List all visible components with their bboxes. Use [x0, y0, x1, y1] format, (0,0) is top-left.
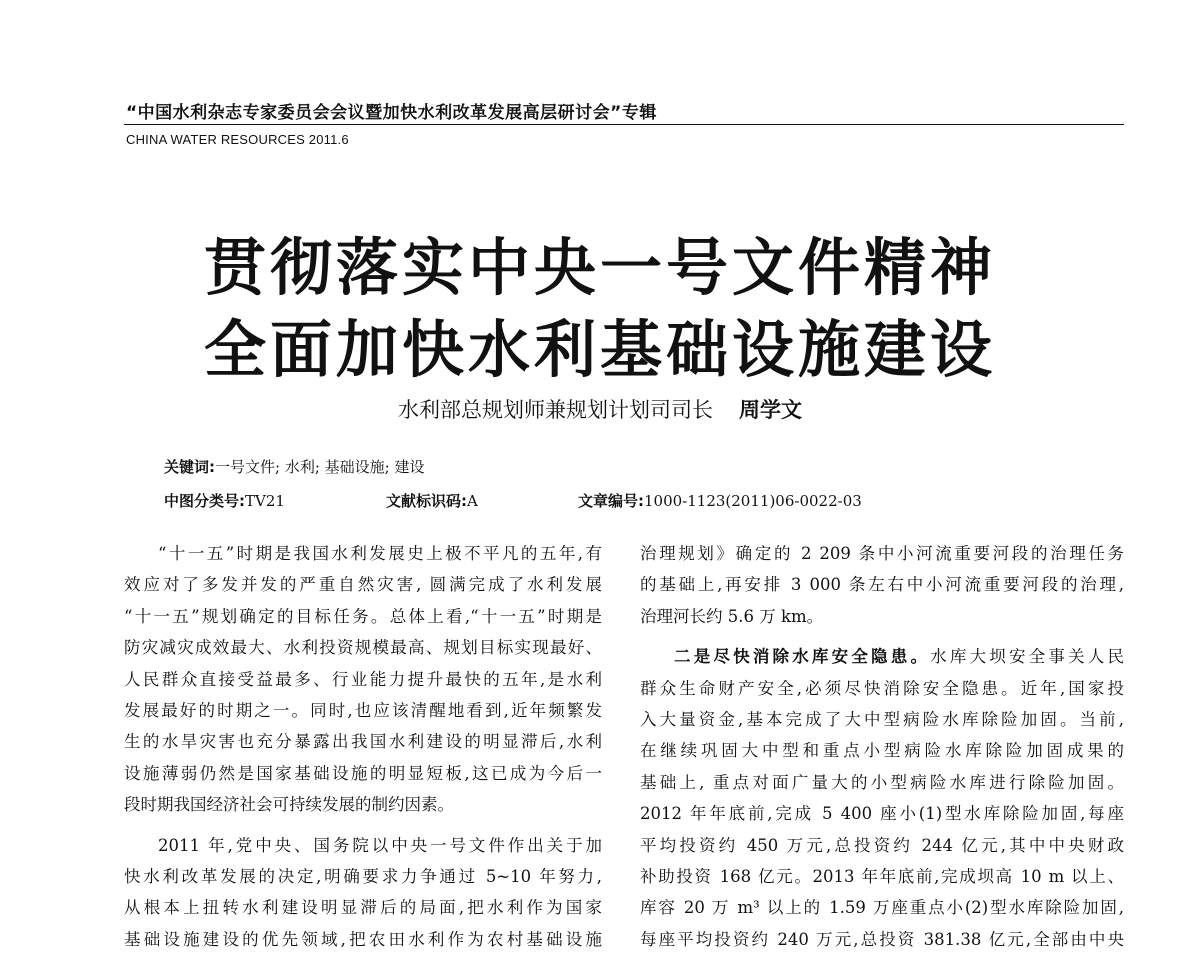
body-line: 每座平均投资约 240 万元,总投资 381.38 亿元,全部由中央	[640, 929, 1124, 949]
paragraph-lead-rest: 水库大坝安全事关人民	[930, 647, 1125, 667]
body-line: 的基础上,再安排 3 000 条左右中小河流重要河段的治理,	[640, 575, 1124, 595]
author-position: 水利部总规划师兼规划计划司司长	[398, 398, 713, 422]
body-line: 段时期我国经济社会可持续发展的制约因素。	[124, 795, 454, 815]
article-title-line-1: 贯彻落实中央一号文件精神	[203, 231, 996, 304]
body-line: “十一五”时期是我国水利发展史上极不平凡的五年,有	[158, 544, 602, 563]
body-line: 基础上, 重点对面广量大的小型病险水库进行除险加固。	[640, 772, 1124, 792]
document-code	[386, 490, 478, 511]
body-line: 群众生命财产安全,必须尽快消除安全隐患。近年,国家投	[640, 678, 1124, 698]
body-line: 治理规划》确定的 2 209 条中小河流重要河段的治理任务	[640, 544, 1124, 563]
body-column-right	[640, 538, 1124, 955]
body-line: 快水利改革发展的决定,明确要求力争通过 5~10 年努力,	[124, 866, 602, 886]
body-line: 平均投资约 450 万元,总投资约 244 亿元,其中中央财政	[640, 835, 1124, 855]
body-line: 防灾减灾成效最大、水利投资规模最高、规划目标实现最好、	[124, 638, 602, 658]
body-line: 从根本上扭转水利建设明显滞后的局面,把水利作为国家	[124, 898, 602, 918]
body-line: 2011 年,党中央、国务院以中央一号文件作出关于加	[158, 835, 602, 855]
clc-number	[164, 490, 285, 511]
body-line: 生的水旱灾害也充分暴露出我国水利建设的明显滞后,水利	[124, 732, 602, 752]
paragraph-lead: 二是尽快消除水库安全隐患。	[674, 647, 931, 667]
body-line: 人民群众直接受益最多、行业能力提升最快的五年,是水利	[124, 669, 602, 689]
author-line	[0, 394, 1200, 424]
body-line	[640, 641, 1124, 672]
body-line: 2012 年年底前,完成 5 400 座小(1)型水库除险加固,每座	[640, 804, 1124, 824]
body-line: 效应对了多发并发的严重自然灾害, 圆满完成了水利发展	[124, 575, 602, 595]
clc-value: TV21	[245, 492, 285, 510]
issue-title: “中国水利杂志专家委员会会议暨加快水利改革发展高层研讨会”专辑	[126, 103, 657, 123]
keywords	[164, 456, 424, 477]
article-number	[578, 490, 862, 511]
body-line: 发展最好的时期之一。同时,也应该清醒地看到,近年频繁发	[124, 700, 602, 720]
keywords-label: 关键词:	[164, 458, 215, 476]
body-column-left	[124, 538, 602, 955]
article-no-label: 文章编号:	[578, 492, 644, 510]
body-line: 基础设施建设的优先领域,把农田水利作为农村基础设施	[124, 929, 602, 949]
doc-code-label: 文献标识码:	[386, 492, 467, 510]
body-line: “十一五”规划确定的目标任务。总体上看,“十一五”时期是	[124, 606, 602, 626]
body-line: 入大量资金,基本完成了大中型病险水库除险加固。当前,	[640, 709, 1124, 729]
clc-label: 中图分类号:	[164, 492, 245, 510]
body-line: 补助投资 168 亿元。2013 年年底前,完成坝高 10 m 以上、	[640, 866, 1124, 886]
body-line: 库容 20 万 m³ 以上的 1.59 万座重点小(2)型水库除险加固,	[640, 898, 1124, 918]
author-name: 周学文	[739, 397, 802, 422]
article-title-line-2: 全面加快水利基础设施建设	[203, 313, 996, 386]
body-line: 在继续巩固大中型和重点小型病险水库除险加固成果的	[640, 741, 1124, 761]
doc-code-value: A	[467, 492, 478, 510]
header-rule	[124, 124, 1124, 125]
keywords-value: 一号文件; 水利; 基础设施; 建设	[215, 458, 425, 476]
body-line: 设施薄弱仍然是国家基础设施的明显短板,这已成为今后一	[124, 763, 602, 783]
journal-info: CHINA WATER RESOURCES 2011.6	[126, 132, 349, 147]
body-line: 治理河长约 5.6 万 km。	[640, 606, 824, 626]
article-no-value: 1000-1123(2011)06-0022-03	[644, 492, 862, 510]
